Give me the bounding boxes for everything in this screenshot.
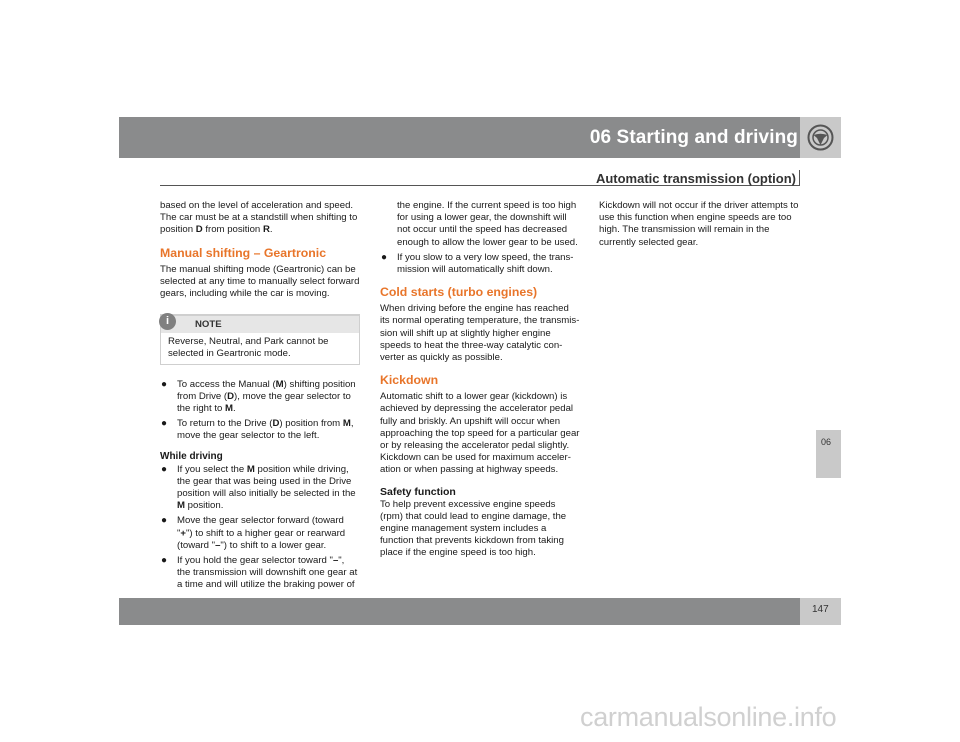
while-driving-bullets: [160, 464, 360, 592]
note-text: Reverse, Neutral, and Park cannot be selected in Geartronic mode.: [168, 336, 329, 360]
note-label: NOTE: [195, 319, 222, 331]
bullet-icon: ●: [161, 555, 168, 567]
bullet-icon: ●: [161, 463, 168, 475]
page-number: 147: [812, 604, 829, 615]
chapter-title: 06 Starting and driving: [589, 127, 798, 148]
list-item: ● To return to the Drive (D) position from M, move the gear selector to the left.: [161, 418, 354, 442]
logo-box: [800, 117, 841, 158]
list-item-continued: the engine. If the current speed is too high for using a lower gear, the downshift will not occur until the speed has decreased enough to allow the lower gear to be used.: [397, 200, 578, 248]
note-box: [160, 314, 360, 364]
info-icon: i: [159, 313, 176, 330]
bullet-icon: ●: [161, 378, 168, 390]
heading-safety-function: Safety function: [380, 485, 456, 498]
bullet-icon: ●: [381, 251, 388, 263]
cold-starts-paragraph: When driving before the engine has reached its normal operating temperature, the transmis-sion will shift up at slightly higher engine speeds to heat the three-way catalytic con-verter as quickly as possible.: [380, 303, 580, 364]
continued-bullets: [380, 200, 580, 276]
section-subtitle: Automatic transmission (option): [595, 171, 796, 186]
heading-while-driving: While driving: [160, 450, 223, 462]
list-item: ● If you select the M position while driving, the gear that was being used in the Drive position will also initially be selected in the M position.: [161, 463, 356, 512]
list-item: ● If you slow to a very low speed, the trans-mission will automatically shift down.: [381, 251, 574, 276]
safety-function-paragraph: To help prevent excessive engine speeds (rpm) that could lead to engine damage, the engine management system includes a function that prevents kickdown from taking place if the engine speed is too high.: [380, 498, 567, 559]
watermark: carmanualsonline.info: [580, 702, 837, 732]
footer-band: [119, 598, 800, 625]
chapter-tab-label: 06: [821, 437, 832, 447]
list-item: ● If you hold the gear selector toward "–", the transmission will downshift one gear at a time and will utilize the braking power of: [161, 555, 358, 591]
heading-kickdown: Kickdown: [380, 373, 439, 388]
bullet-icon: ●: [161, 515, 168, 527]
steering-wheel-icon: [807, 124, 834, 151]
list-item: ● Move the gear selector forward (toward "+") to shift to a higher gear or rearward (toward "–") to shift to a lower gear.: [161, 515, 346, 551]
kickdown-note-paragraph: Kickdown will not occur if the driver attempts to use this function when engine speeds are too high. The transmission will remain in the currently selected gear.: [599, 200, 799, 248]
column-2: [380, 200, 580, 560]
intro-paragraph: based on the level of acceleration and speed. The car must be at a standstill when shifting to position D from position R.: [160, 200, 358, 236]
column-1: [160, 200, 360, 595]
manual-bullets: [160, 379, 360, 443]
kickdown-paragraph: Automatic shift to a lower gear (kickdown) is achieved by depressing the accelerator pedal fully and briskly. An upshift will occur when approaching the top speed for a particular gear or by releasing the accelerator pedal slightly. Kickdown can be used for maximum acceler-ation or when passing at highway speeds.: [380, 391, 580, 476]
manual-shifting-paragraph: The manual shifting mode (Geartronic) can be selected at any time to manually select forward gears, including while the car is moving.: [160, 263, 360, 300]
heading-cold-starts: Cold starts (turbo engines): [380, 285, 538, 300]
chapter-tab: [816, 430, 841, 478]
bullet-icon: ●: [161, 418, 168, 430]
list-item: ● To access the Manual (M) shifting position from Drive (D), move the gear selector to the right to M.: [161, 378, 356, 415]
note-header: [161, 316, 359, 333]
heading-manual-shifting: Manual shifting – Geartronic: [160, 245, 327, 260]
column-3: [599, 200, 799, 249]
